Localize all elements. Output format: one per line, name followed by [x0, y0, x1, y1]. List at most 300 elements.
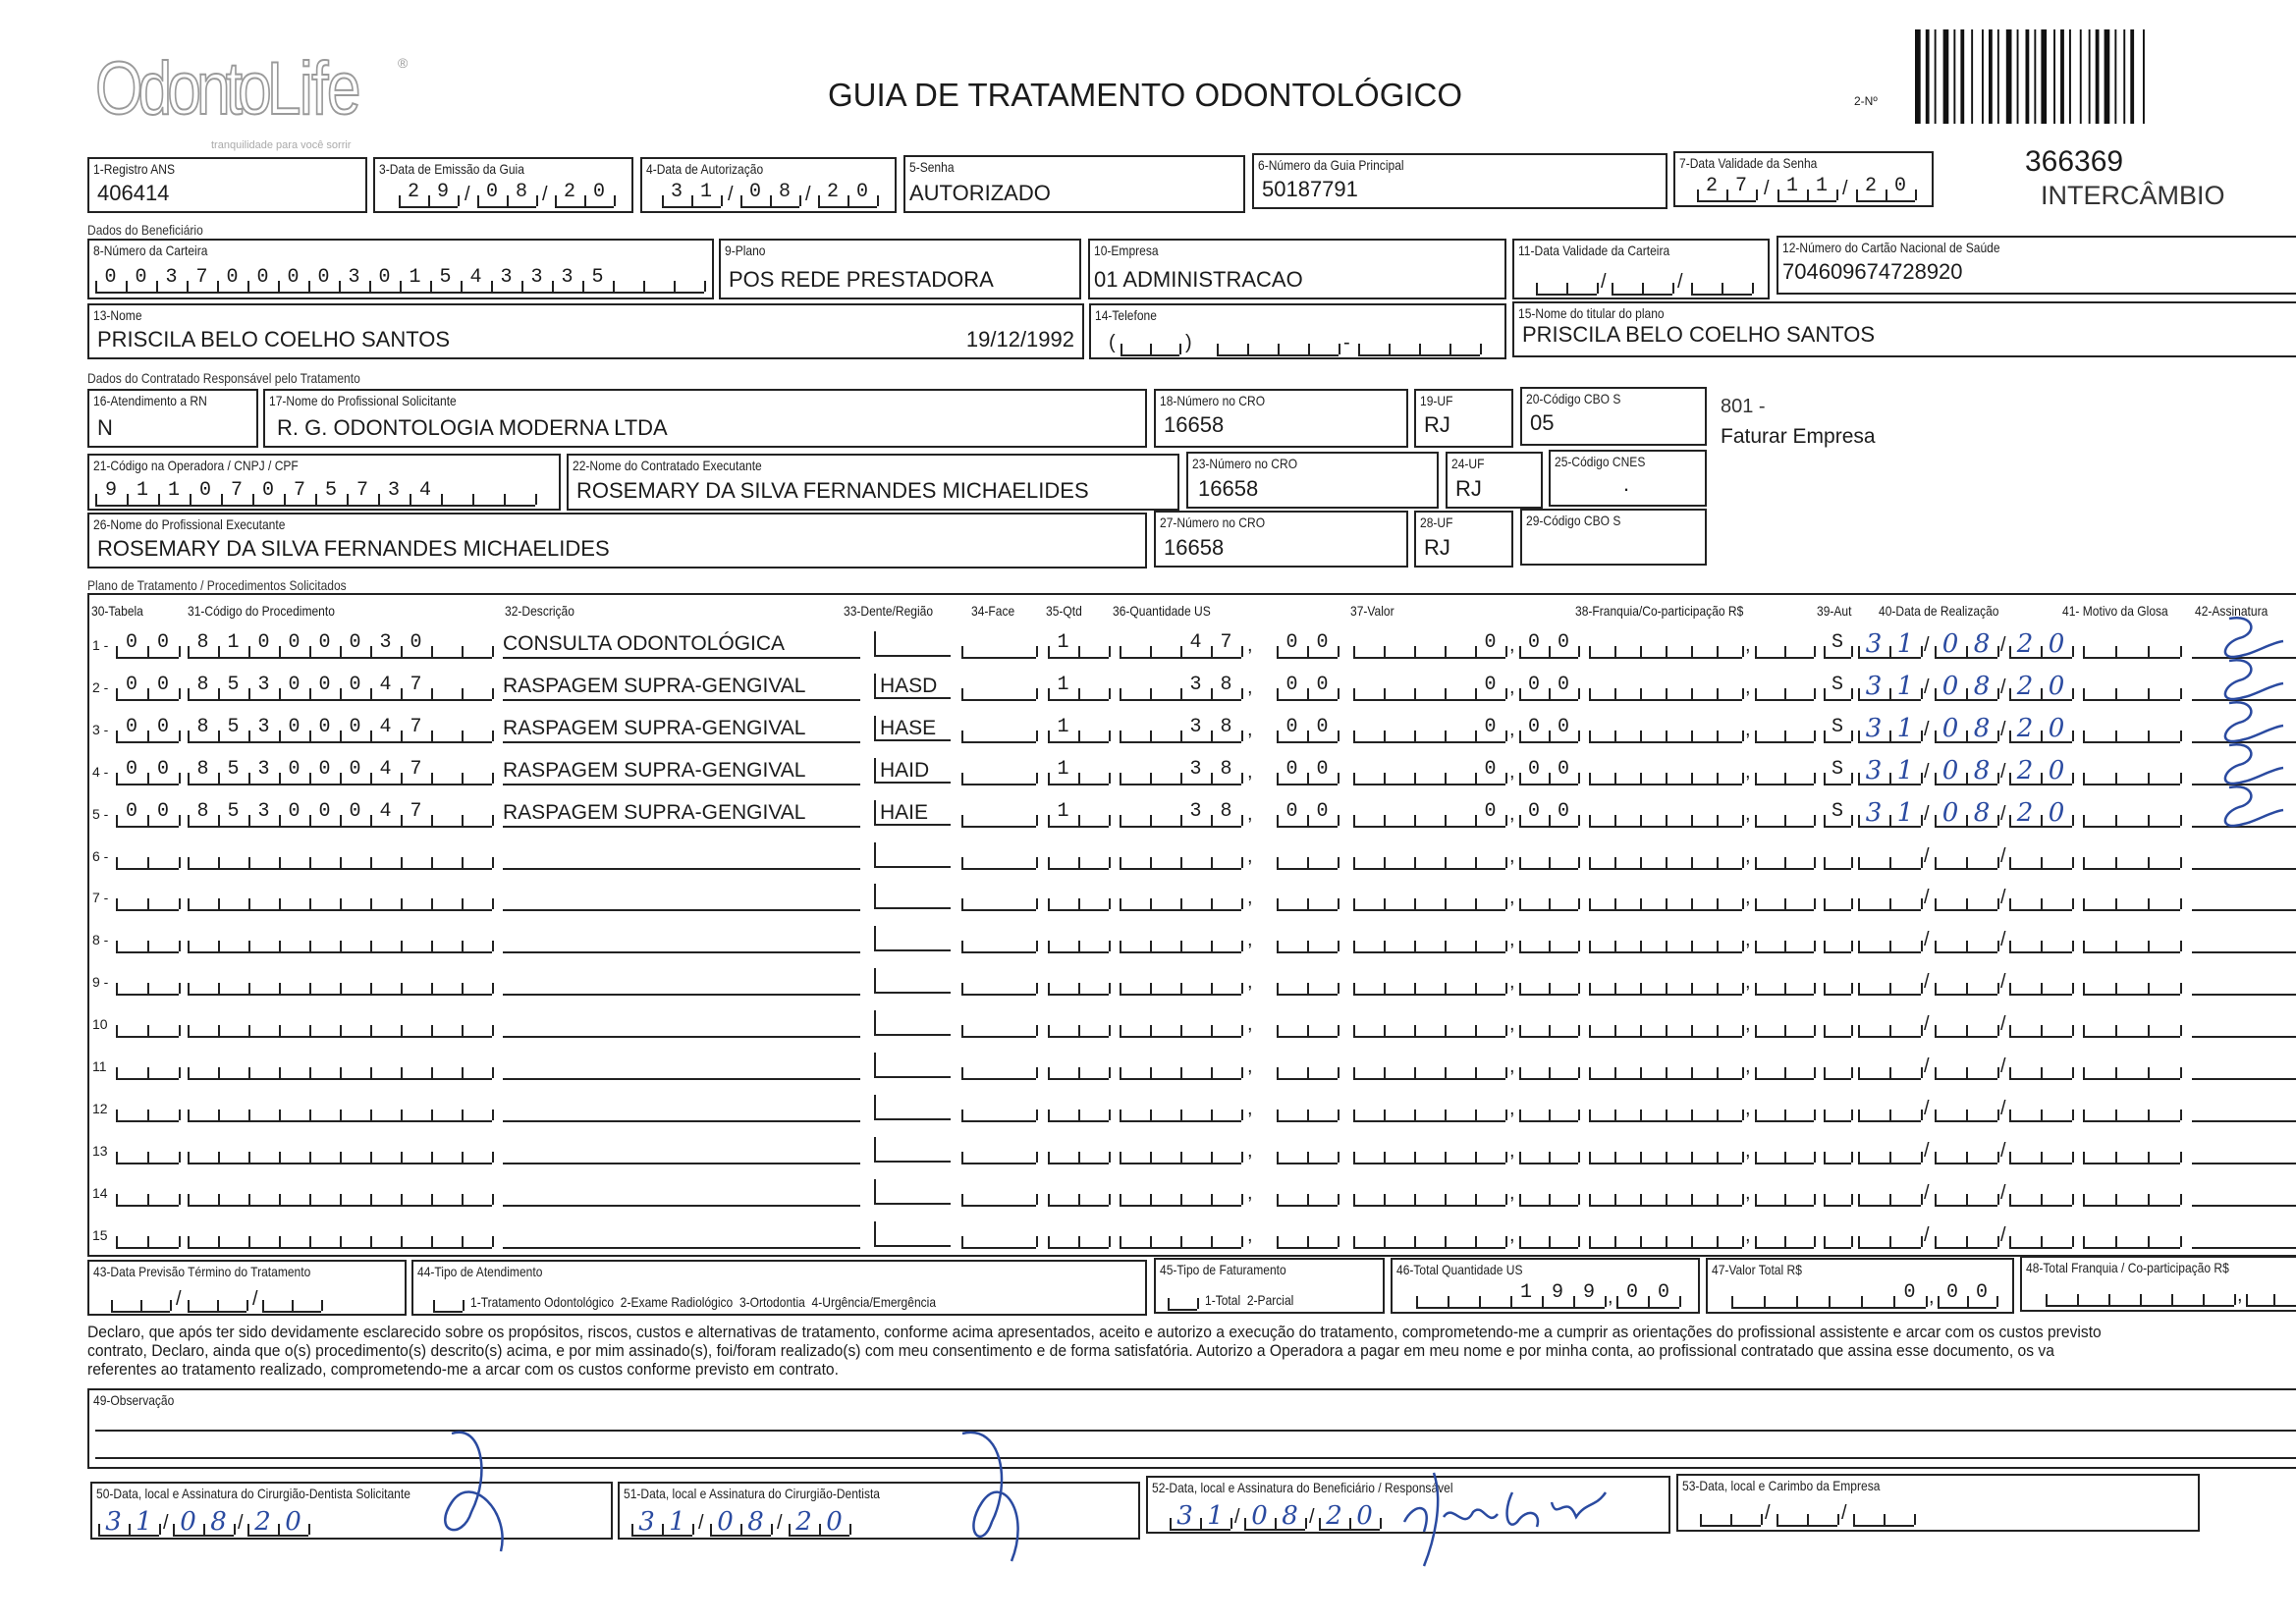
month-comb[interactable] — [1777, 1499, 1837, 1527]
franquia-dec-comb[interactable] — [1755, 758, 1814, 785]
us-int-comb[interactable] — [1120, 884, 1241, 911]
tabela-comb[interactable] — [116, 674, 179, 701]
valor-dec-comb[interactable] — [1519, 758, 1578, 785]
aut-comb[interactable] — [1824, 1095, 1851, 1122]
realizacao-year-comb[interactable] — [2009, 716, 2072, 743]
us-dec-comb[interactable] — [1277, 1010, 1338, 1038]
field-previsao-termino[interactable] — [87, 1260, 407, 1316]
franquia-dec-comb[interactable] — [1755, 842, 1814, 870]
valor-int-comb[interactable] — [1353, 968, 1505, 996]
valor-dec-comb[interactable] — [1519, 1137, 1578, 1164]
assinatura-field[interactable] — [2192, 842, 2296, 870]
valor-dec-comb[interactable] — [1519, 968, 1578, 996]
dente-field[interactable] — [874, 631, 951, 657]
tabela-comb[interactable] — [116, 926, 179, 953]
valor-dec-comb[interactable] — [1519, 1053, 1578, 1080]
descricao-field[interactable] — [503, 926, 860, 953]
glosa-comb[interactable] — [2083, 674, 2180, 701]
glosa-comb[interactable] — [2083, 842, 2180, 870]
franquia-int-comb[interactable] — [1589, 1010, 1742, 1038]
us-int-comb[interactable] — [1120, 1137, 1241, 1164]
tabela-comb[interactable] — [116, 631, 179, 659]
aut-comb[interactable] — [1824, 758, 1851, 785]
aut-comb[interactable] — [1824, 674, 1851, 701]
aut-comb[interactable] — [1824, 968, 1851, 996]
codigo-comb[interactable] — [188, 1010, 492, 1038]
codigo-comb[interactable] — [188, 758, 492, 785]
realizacao-day-comb[interactable] — [1858, 842, 1921, 870]
year-comb[interactable] — [1319, 1503, 1380, 1531]
dente-field[interactable] — [874, 884, 951, 909]
tabela-comb[interactable] — [116, 1221, 179, 1249]
realizacao-year-comb[interactable] — [2009, 842, 2072, 870]
dente-field[interactable] — [874, 800, 951, 826]
glosa-comb[interactable] — [2083, 968, 2180, 996]
codigo-comb[interactable] — [188, 1179, 492, 1207]
month-comb[interactable] — [173, 1509, 234, 1537]
day-comb[interactable] — [1700, 1499, 1761, 1527]
franquia-int-comb[interactable] — [1589, 1095, 1742, 1122]
realizacao-year-comb[interactable] — [2009, 758, 2072, 785]
qtd-comb[interactable] — [1048, 1221, 1109, 1249]
us-int-comb[interactable] — [1120, 1221, 1241, 1249]
qtd-comb[interactable] — [1048, 716, 1109, 743]
aut-comb[interactable] — [1824, 1179, 1851, 1207]
face-comb[interactable] — [961, 968, 1036, 996]
realizacao-day-comb[interactable] — [1858, 884, 1921, 911]
realizacao-day-comb[interactable] — [1858, 758, 1921, 785]
month-comb[interactable] — [1244, 1503, 1305, 1531]
franquia-int-comb[interactable] — [1589, 1053, 1742, 1080]
us-dec-comb[interactable] — [1277, 884, 1338, 911]
codigo-comb[interactable] — [188, 1053, 492, 1080]
qtd-comb[interactable] — [1048, 1137, 1109, 1164]
valor-int-comb[interactable] — [1353, 926, 1505, 953]
aut-comb[interactable] — [1824, 716, 1851, 743]
us-dec-comb[interactable] — [1277, 1221, 1338, 1249]
us-int-comb[interactable] — [1120, 842, 1241, 870]
qtd-comb[interactable] — [1048, 1053, 1109, 1080]
valor-dec-comb-value — [1519, 926, 1578, 951]
franquia-int-comb[interactable] — [1589, 926, 1742, 953]
field-total-us[interactable] — [1391, 1258, 1700, 1314]
realizacao-month-comb[interactable] — [1935, 758, 1997, 785]
total-franquia-int-comb[interactable] — [2046, 1279, 2234, 1307]
glosa-comb[interactable] — [2083, 1221, 2180, 1249]
year-comb[interactable] — [247, 1509, 308, 1537]
face-comb[interactable] — [961, 800, 1036, 828]
realizacao-month-comb[interactable] — [1935, 716, 1997, 743]
us-dec-comb[interactable] — [1277, 926, 1338, 953]
face-comb[interactable] — [961, 674, 1036, 701]
realizacao-day-comb[interactable] — [1858, 1179, 1921, 1207]
aut-comb[interactable] — [1824, 1137, 1851, 1164]
face-comb[interactable] — [961, 1221, 1036, 1249]
realizacao-month-comb[interactable] — [1935, 631, 1997, 659]
franquia-int-comb[interactable] — [1589, 1179, 1742, 1207]
field-assinatura-solicitante[interactable] — [90, 1482, 613, 1540]
aut-comb[interactable] — [1824, 1221, 1851, 1249]
realizacao-year-comb[interactable] — [2009, 631, 2072, 659]
franquia-dec-comb[interactable] — [1755, 926, 1814, 953]
day-comb[interactable] — [111, 1285, 170, 1313]
tabela-comb[interactable] — [116, 1137, 179, 1164]
tipo-faturamento-input[interactable] — [1168, 1283, 1197, 1311]
glosa-comb[interactable] — [2083, 716, 2180, 743]
field-tipo-faturamento[interactable] — [1154, 1258, 1385, 1314]
descricao-field[interactable] — [503, 631, 860, 659]
codigo-comb[interactable] — [188, 968, 492, 996]
realizacao-day-comb[interactable] — [1858, 926, 1921, 953]
dente-field[interactable] — [874, 758, 951, 784]
qtd-comb[interactable] — [1048, 1010, 1109, 1038]
realizacao-year-comb[interactable] — [2009, 1095, 2072, 1122]
realizacao-month-comb[interactable] — [1935, 1221, 1997, 1249]
valor-dec-comb[interactable] — [1519, 631, 1578, 659]
descricao-field[interactable] — [503, 1137, 860, 1164]
codigo-comb[interactable] — [188, 842, 492, 870]
us-dec-comb[interactable] — [1277, 631, 1338, 659]
assinatura-field[interactable] — [2192, 1137, 2296, 1164]
tabela-comb[interactable] — [116, 1095, 179, 1122]
realizacao-day-comb[interactable] — [1858, 1137, 1921, 1164]
glosa-comb[interactable] — [2083, 926, 2180, 953]
day-comb[interactable] — [1170, 1503, 1230, 1531]
total-franquia-dec-comb[interactable] — [2246, 1279, 2296, 1307]
realizacao-day-comb[interactable] — [1858, 800, 1921, 828]
comb-cell: 3 — [670, 181, 683, 203]
glosa-comb[interactable] — [2083, 1137, 2180, 1164]
realizacao-month-comb[interactable] — [1935, 926, 1997, 953]
qtd-comb[interactable] — [1048, 926, 1109, 953]
day-comb[interactable] — [631, 1509, 692, 1537]
glosa-comb[interactable] — [2083, 1010, 2180, 1038]
valor-dec-comb[interactable] — [1519, 1010, 1578, 1038]
franquia-dec-comb[interactable] — [1755, 631, 1814, 659]
aut-comb[interactable] — [1824, 884, 1851, 911]
us-dec-comb[interactable] — [1277, 1095, 1338, 1122]
realizacao-month-comb[interactable] — [1935, 968, 1997, 996]
qtd-comb[interactable] — [1048, 1095, 1109, 1122]
tabela-comb[interactable] — [116, 1053, 179, 1080]
qtd-comb[interactable] — [1048, 968, 1109, 996]
descricao-field[interactable] — [503, 1053, 860, 1080]
dente-field[interactable] — [874, 1010, 951, 1036]
us-int-comb[interactable] — [1120, 758, 1241, 785]
us-int-comb[interactable] — [1120, 1095, 1241, 1122]
descricao-field[interactable] — [503, 1010, 860, 1038]
tabela-comb[interactable] — [116, 758, 179, 785]
valor-dec-comb[interactable] — [1519, 800, 1578, 828]
franquia-dec-comb[interactable] — [1755, 800, 1814, 828]
realizacao-month-comb[interactable] — [1935, 842, 1997, 870]
valor-dec-comb[interactable] — [1519, 926, 1578, 953]
field-total-franquia[interactable] — [2020, 1256, 2296, 1312]
franquia-dec-comb[interactable] — [1755, 674, 1814, 701]
franquia-int-comb[interactable] — [1589, 674, 1742, 701]
valor-int-comb[interactable] — [1353, 674, 1505, 701]
assinatura-field[interactable] — [2192, 1179, 2296, 1207]
valor-int-comb[interactable] — [1353, 1137, 1505, 1164]
valor-dec-comb[interactable] — [1519, 842, 1578, 870]
dente-field[interactable] — [874, 1221, 951, 1247]
assinatura-field[interactable] — [2192, 926, 2296, 953]
field-tipo-atendimento[interactable] — [411, 1260, 1147, 1316]
face-comb[interactable] — [961, 716, 1036, 743]
franquia-int-comb[interactable] — [1589, 800, 1742, 828]
face-comb[interactable] — [961, 1137, 1036, 1164]
assinatura-field[interactable] — [2192, 1095, 2296, 1122]
descricao-field[interactable] — [503, 884, 860, 911]
codigo-comb[interactable] — [188, 716, 492, 743]
face-comb[interactable] — [961, 758, 1036, 785]
realizacao-day-comb[interactable] — [1858, 1010, 1921, 1038]
valor-dec-comb[interactable] — [1519, 1095, 1578, 1122]
us-int-comb[interactable] — [1120, 674, 1241, 701]
franquia-dec-comb[interactable] — [1755, 716, 1814, 743]
field-valor-total[interactable] — [1706, 1258, 2014, 1314]
realizacao-year-comb[interactable] — [2009, 926, 2072, 953]
dente-field[interactable] — [874, 1179, 951, 1205]
valor-int-comb[interactable] — [1353, 884, 1505, 911]
assinatura-field[interactable] — [2192, 1010, 2296, 1038]
aut-comb[interactable] — [1824, 631, 1851, 659]
realizacao-year-comb[interactable] — [2009, 1053, 2072, 1080]
glosa-comb[interactable] — [2083, 758, 2180, 785]
dente-field[interactable] — [874, 674, 951, 699]
franquia-int-comb[interactable] — [1589, 884, 1742, 911]
glosa-comb[interactable] — [2083, 884, 2180, 911]
us-int-comb[interactable] — [1120, 1010, 1241, 1038]
valor-int-comb[interactable] — [1353, 1095, 1505, 1122]
descricao-field[interactable] — [503, 1179, 860, 1207]
codigo-comb[interactable] — [188, 884, 492, 911]
realizacao-month-comb[interactable] — [1935, 674, 1997, 701]
franquia-dec-comb[interactable] — [1755, 1221, 1814, 1249]
us-dec-comb[interactable] — [1277, 674, 1338, 701]
valor-dec-comb[interactable] — [1519, 884, 1578, 911]
us-dec-comb[interactable] — [1277, 1179, 1338, 1207]
realizacao-month-comb[interactable] — [1935, 884, 1997, 911]
codigo-comb[interactable] — [188, 1137, 492, 1164]
franquia-dec-comb[interactable] — [1755, 1137, 1814, 1164]
franquia-dec-comb[interactable] — [1755, 884, 1814, 911]
franquia-dec-comb[interactable] — [1755, 1053, 1814, 1080]
tabela-comb[interactable] — [116, 968, 179, 996]
us-dec-comb-value — [1277, 1137, 1338, 1163]
aut-comb[interactable] — [1824, 800, 1851, 828]
realizacao-day-comb[interactable] — [1858, 631, 1921, 659]
dente-field[interactable] — [874, 842, 951, 868]
descricao-field[interactable] — [503, 1221, 860, 1249]
realizacao-year-comb[interactable] — [2009, 1010, 2072, 1038]
descricao-field[interactable] — [503, 800, 860, 828]
face-comb[interactable] — [961, 842, 1036, 870]
face-comb[interactable] — [961, 926, 1036, 953]
franquia-dec-comb[interactable] — [1755, 1179, 1814, 1207]
year-comb[interactable] — [1853, 1499, 1914, 1527]
realizacao-day-comb[interactable] — [1858, 716, 1921, 743]
tabela-comb[interactable] — [116, 800, 179, 828]
glosa-comb[interactable] — [2083, 631, 2180, 659]
us-int-comb[interactable] — [1120, 1179, 1241, 1207]
descricao-field[interactable] — [503, 716, 860, 743]
us-int-comb[interactable] — [1120, 631, 1241, 659]
franquia-int-comb[interactable] — [1589, 716, 1742, 743]
aut-comb[interactable] — [1824, 842, 1851, 870]
valor-int-comb[interactable] — [1353, 842, 1505, 870]
realizacao-day-comb[interactable] — [1858, 1053, 1921, 1080]
descricao-field[interactable] — [503, 1095, 860, 1122]
codigo-comb[interactable] — [188, 674, 492, 701]
franquia-int-comb[interactable] — [1589, 631, 1742, 659]
valor-int-comb[interactable] — [1353, 758, 1505, 785]
dente-field[interactable] — [874, 1095, 951, 1120]
assinatura-field[interactable] — [2192, 1221, 2296, 1249]
tabela-comb[interactable] — [116, 716, 179, 743]
descricao-field[interactable] — [503, 674, 860, 701]
tabela-comb[interactable] — [116, 1010, 179, 1038]
realizacao-month-comb[interactable] — [1935, 1179, 1997, 1207]
us-dec-comb[interactable] — [1277, 800, 1338, 828]
realizacao-year-comb[interactable] — [2009, 1137, 2072, 1164]
descricao-field[interactable] — [503, 968, 860, 996]
valor-dec-comb[interactable] — [1519, 716, 1578, 743]
face-comb[interactable] — [961, 1010, 1036, 1038]
glosa-comb[interactable] — [2083, 1179, 2180, 1207]
face-comb[interactable] — [961, 1179, 1036, 1207]
realizacao-day-comb[interactable] — [1858, 1221, 1921, 1249]
valor-dec-comb[interactable] — [1519, 674, 1578, 701]
glosa-comb[interactable] — [2083, 800, 2180, 828]
valor-int-comb[interactable] — [1353, 1221, 1505, 1249]
us-int-comb[interactable] — [1120, 716, 1241, 743]
valor-total-dec-comb[interactable] — [1938, 1281, 1996, 1309]
aut-comb[interactable] — [1824, 1010, 1851, 1038]
assinatura-field[interactable] — [2192, 968, 2296, 996]
realizacao-month-comb[interactable] — [1935, 1095, 1997, 1122]
total-us-dec-comb[interactable] — [1616, 1281, 1679, 1309]
franquia-dec-comb[interactable] — [1755, 968, 1814, 996]
franquia-dec-comb[interactable] — [1755, 1095, 1814, 1122]
qtd-comb[interactable] — [1048, 842, 1109, 870]
qtd-comb[interactable] — [1048, 800, 1109, 828]
tipo-atendimento-input[interactable] — [433, 1285, 463, 1313]
us-int-comb[interactable] — [1120, 926, 1241, 953]
dente-field[interactable] — [874, 1137, 951, 1163]
valor-int-comb[interactable] — [1353, 716, 1505, 743]
aut-comb[interactable] — [1824, 1053, 1851, 1080]
face-comb[interactable] — [961, 1053, 1036, 1080]
realizacao-day-comb[interactable] — [1858, 1095, 1921, 1122]
qtd-comb[interactable] — [1048, 884, 1109, 911]
qtd-comb[interactable] — [1048, 631, 1109, 659]
realizacao-month-comb[interactable] — [1935, 1010, 1997, 1038]
valor-int-comb[interactable] — [1353, 1053, 1505, 1080]
us-dec-comb[interactable] — [1277, 758, 1338, 785]
assinatura-field[interactable] — [2192, 1053, 2296, 1080]
valor-dec-comb[interactable] — [1519, 1179, 1578, 1207]
codigo-comb[interactable] — [188, 1095, 492, 1122]
codigo-comb[interactable] — [188, 1221, 492, 1249]
us-int-comb[interactable] — [1120, 800, 1241, 828]
valor-int-comb[interactable] — [1353, 1179, 1505, 1207]
franquia-int-comb[interactable] — [1589, 842, 1742, 870]
realizacao-year-comb[interactable] — [2009, 674, 2072, 701]
franquia-dec-comb[interactable] — [1755, 1010, 1814, 1038]
us-int-comb[interactable] — [1120, 968, 1241, 996]
face-comb[interactable] — [961, 884, 1036, 911]
valor-int-comb[interactable] — [1353, 631, 1505, 659]
dente-field[interactable] — [874, 926, 951, 951]
glosa-comb[interactable] — [2083, 1095, 2180, 1122]
us-dec-comb[interactable] — [1277, 842, 1338, 870]
valor-total-int-comb[interactable] — [1731, 1281, 1926, 1309]
realizacao-year-comb[interactable] — [2009, 800, 2072, 828]
face-comb[interactable] — [961, 631, 1036, 659]
valor-dec-comb[interactable] — [1519, 1221, 1578, 1249]
tabela-comb[interactable] — [116, 884, 179, 911]
day-comb[interactable] — [98, 1509, 159, 1537]
valor-int-comb[interactable] — [1353, 800, 1505, 828]
valor-int-comb[interactable] — [1353, 1010, 1505, 1038]
assinatura-field[interactable] — [2192, 884, 2296, 911]
realizacao-year-comb[interactable] — [2009, 1221, 2072, 1249]
month-comb[interactable] — [710, 1509, 771, 1537]
year-comb[interactable] — [262, 1285, 321, 1313]
us-dec-comb[interactable] — [1277, 716, 1338, 743]
qtd-comb[interactable] — [1048, 1179, 1109, 1207]
tabela-comb[interactable] — [116, 842, 179, 870]
descricao-field[interactable] — [503, 842, 860, 870]
franquia-int-comb[interactable] — [1589, 1221, 1742, 1249]
qtd-comb[interactable] — [1048, 674, 1109, 701]
realizacao-year-comb[interactable] — [2009, 1179, 2072, 1207]
field-carimbo-empresa[interactable] — [1676, 1474, 2200, 1532]
dente-field[interactable] — [874, 716, 951, 741]
franquia-int-comb[interactable] — [1589, 1137, 1742, 1164]
month-comb[interactable] — [188, 1285, 246, 1313]
realizacao-year-comb[interactable] — [2009, 884, 2072, 911]
us-dec-comb[interactable] — [1277, 968, 1338, 996]
aut-comb[interactable] — [1824, 926, 1851, 953]
codigo-comb[interactable] — [188, 631, 492, 659]
tabela-comb[interactable] — [116, 1179, 179, 1207]
codigo-comb[interactable] — [188, 800, 492, 828]
glosa-comb[interactable] — [2083, 1053, 2180, 1080]
realizacao-day-comb[interactable] — [1858, 968, 1921, 996]
realizacao-month-comb[interactable] — [1935, 1137, 1997, 1164]
realizacao-month-comb[interactable] — [1935, 800, 1997, 828]
codigo-comb[interactable] — [188, 926, 492, 953]
realizacao-month-comb[interactable] — [1935, 1053, 1997, 1080]
dente-field[interactable] — [874, 968, 951, 994]
us-dec-comb[interactable] — [1277, 1137, 1338, 1164]
descricao-field[interactable] — [503, 758, 860, 785]
realizacao-year-comb[interactable] — [2009, 968, 2072, 996]
dente-field[interactable] — [874, 1053, 951, 1078]
field-assinatura-dentista[interactable] — [618, 1482, 1140, 1540]
year-comb[interactable] — [789, 1509, 849, 1537]
us-dec-comb[interactable] — [1277, 1053, 1338, 1080]
realizacao-day-comb[interactable] — [1858, 674, 1921, 701]
franquia-int-comb[interactable] — [1589, 758, 1742, 785]
qtd-comb[interactable] — [1048, 758, 1109, 785]
face-comb[interactable] — [961, 1095, 1036, 1122]
franquia-int-comb[interactable] — [1589, 968, 1742, 996]
us-int-comb[interactable] — [1120, 1053, 1241, 1080]
total-us-int-comb[interactable] — [1416, 1281, 1605, 1309]
